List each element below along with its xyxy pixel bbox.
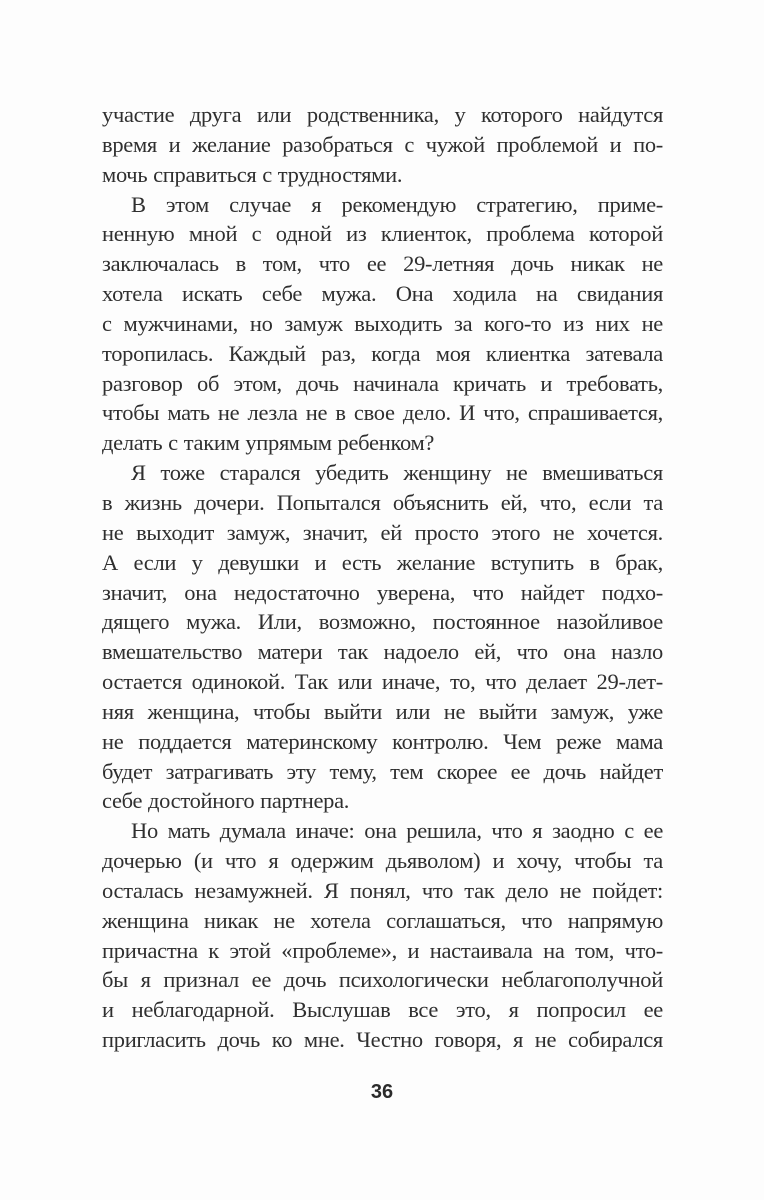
text-line: значит, она недостаточно уверена, что найдет подхо- (102, 579, 663, 605)
text-line: заключалась в том, что ее 29-летняя дочь никак не (102, 251, 663, 277)
text-line: осталась незамужней. Я понял, что так дело не пойдет: (102, 877, 663, 903)
text-line: разговор об этом, дочь начинала кричать и требовать, (102, 370, 663, 396)
text-line: А если у девушки и есть желание вступить в брак, (102, 549, 663, 575)
page-text-block (102, 100, 663, 1055)
text-line: мочь справиться с трудностями. (102, 161, 403, 187)
text-line: ненную мной с одной из клиенток, проблема которой (102, 221, 663, 247)
text-line: участие друга или родственника, у которого найдутся (102, 102, 663, 127)
text-line: няя женщина, чтобы выйти или не выйти замуж, уже (102, 698, 663, 724)
text-line: хотела искать себе мужа. Она ходила на свидания (102, 281, 663, 307)
text-line: не выходит замуж, значит, ей просто этого не хочется. (102, 519, 663, 545)
text-line: бы я признал ее дочь психологически неблагополучной (102, 967, 663, 993)
paragraph (102, 458, 663, 816)
text-line: причастна к этой «проблеме», и настаивала на том, что- (102, 937, 663, 963)
text-line: с мужчинами, но замуж выходить за кого-то из них не (102, 310, 663, 336)
text-line: дящего мужа. Или, возможно, постоянное назойливое (102, 609, 663, 635)
paragraph (102, 816, 663, 1055)
text-line: время и желание разобраться с чужой проблемой и по- (102, 131, 663, 157)
text-line: и неблагодарной. Выслушав все это, я попросил ее (102, 997, 663, 1023)
text-line: делать с таким упрямым ребенком? (102, 430, 435, 456)
text-line: себе достойного партнера. (102, 788, 350, 814)
text-line: остается одинокой. Так или иначе, то, что делает 29-лет- (102, 669, 663, 695)
text-line: дочерью (и что я одержим дьяволом) и хочу, чтобы та (102, 848, 663, 874)
paragraph (102, 190, 663, 459)
text-line: будет затрагивать эту тему, тем скорее ее дочь найдет (102, 758, 663, 784)
text-line: в жизнь дочери. Попытался объяснить ей, что, если та (102, 489, 663, 515)
text-line: торопилась. Каждый раз, когда моя клиентка затевала (102, 340, 663, 366)
text-line: вмешательство матери так надоело ей, что она назло (102, 639, 663, 665)
page-number: 36 (370, 1081, 394, 1103)
paragraph (102, 100, 663, 190)
text-line: Я тоже старался убедить женщину не вмешиваться (131, 460, 663, 486)
text-line: В этом случае я рекомендую стратегию, приме- (131, 191, 663, 217)
text-line: пригласить дочь ко мне. Честно говоря, я не собирался (102, 1027, 663, 1053)
text-line: Но мать думала иначе: она решила, что я заодно с ее (131, 818, 663, 844)
text-line: чтобы мать не лезла не в свое дело. И что, спрашивается, (102, 400, 663, 426)
text-line: женщина никак не хотела соглашаться, что напрямую (102, 907, 663, 933)
text-line: не поддается материнскому контролю. Чем реже мама (102, 728, 663, 754)
